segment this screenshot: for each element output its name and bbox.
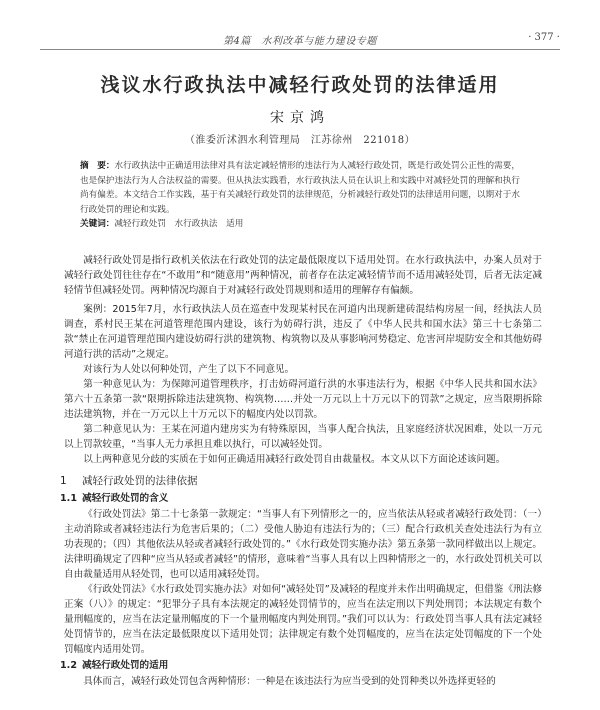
section-heading bbox=[60, 474, 542, 489]
body-paragraph: 第一种意见认为：为保障河道管理秩序，打击妨碍河道行洪的水事违法行为，根据《中华人民共和国水法》第六十五条第一款“限期拆除违法建筑物、构筑物……并处一万元以上十万元以下的罚款”之规定，应当限期拆除违法建筑物，并在一万元以上十万元以下的幅度内处以罚款。 bbox=[64, 379, 542, 420]
article-title: 浅议水行政执法中减轻行政处罚的法律适用 bbox=[100, 74, 500, 96]
subsection-number: 1.1 bbox=[60, 493, 77, 504]
keywords bbox=[80, 217, 520, 232]
article-body bbox=[60, 253, 542, 689]
subsection-number: 1.2 bbox=[60, 660, 77, 671]
abstract-block bbox=[80, 159, 520, 232]
header-rule bbox=[40, 49, 560, 50]
body-paragraph: 《行政处罚法》《水行政处罚实施办法》对如何“减轻处罚”及减轻的程度并未作出明确规定，但借鉴《刑法修正案（八）》的规定：“犯罪分子具有本法规定的减轻处罚情节的，应当在法定刑以下判处刑罚；本法规定有数个量刑幅度的，应当在法定量刑幅度的下一个量刑幅度内判处刑罚。”我们可以认为：行政处罚当事人具有法定减轻处罚情节的，应当在法定最低限度以下适用处罚；法律规定有数个处罚幅度的，应当在法定处罚幅度的下一个处罚幅度内适用处罚。 bbox=[64, 584, 542, 655]
subsection-heading bbox=[60, 491, 542, 506]
article-author: 宋京鸿 bbox=[270, 110, 330, 126]
body-paragraph: 对该行为人处以何种处罚，产生了以下不同意见。 bbox=[83, 364, 295, 375]
subsection-title: 减轻行政处罚的适用 bbox=[82, 660, 169, 671]
section-title: 减轻行政处罚的法律依据 bbox=[82, 475, 198, 487]
subsection-title: 减轻行政处罚的含义 bbox=[82, 493, 169, 504]
body-paragraph: 减轻行政处罚是指行政机关依法在行政处罚的法定最低限度以下适用处罚。在水行政执法中，办案人员对于减轻行政处罚往往存在“不敢用”和“随意用”两种情况，前者存在法定减轻情节而不适用减轻处罚，后者无法定减轻情节但减轻处罚。两种情况均源自于对减轻行政处罚规则和适用的理解存有偏颇。 bbox=[64, 255, 542, 296]
body-paragraph: 以上两种意见分歧的实质在于如何正确适用减轻行政处罚自由裁量权。本文从以下方面论述该问题。 bbox=[83, 454, 506, 465]
abstract-text: 水行政执法中正确适用法律对具有法定减轻情形的违法行为人减轻行政处罚，既是行政处罚公正性的需要，也是保护违法行为人合法权益的需要。但从执法实践看，水行政执法人员在认识上和实践中对减轻处罚的理解和执行尚有偏差。本文结合工作实践，基于有关减轻行政处罚的法律规范，分析减轻行政处罚的法律适用问题，以期对于水行政处罚的理论和实践。 bbox=[80, 161, 520, 215]
keywords-label: 关键词： bbox=[80, 219, 115, 229]
body-paragraph: 《行政处罚法》第二十七条第一款规定：“当事人有下列情形之一的，应当依法从轻或者减轻行政处罚：（一）主动消除或者减轻违法行为危害后果的；（二）受他人胁迫有违法行为的；（三）配合行政机关查处违法行为有立功表现的；（四）其他依法从轻或者减轻行政处罚的。”《水行政处罚实施办法》第五条第一款同样做出以上规定。法律明确规定了四种“应当从轻或者减轻”的情形，意味着“当事人具有以上四种情形之一的，水行政处罚机关可以自由裁量适用从轻处罚，也可以适用减轻处罚。 bbox=[64, 509, 542, 580]
running-header bbox=[40, 32, 560, 48]
keywords-text: 减轻行政处罚 水行政执法 适用 bbox=[114, 219, 244, 229]
abstract-label: 摘 要： bbox=[80, 161, 115, 171]
subsection-heading bbox=[60, 658, 542, 673]
page-number: · 377 · bbox=[528, 32, 560, 43]
body-paragraph: 具体而言，减轻行政处罚包含两种情形：一种是在该违法行为应当受到的处罚种类以外选择更轻的 bbox=[83, 676, 496, 687]
body-paragraph: 第二种意见认为：王某在河道内建房实为有特殊原因，当事人配合执法，且家庭经济状况困难，处以一万元以上罚款较重，“当事人无力承担且难以执行，可以减轻处罚。 bbox=[64, 424, 542, 450]
author-affiliation: （淮委沂沭泗水利管理局 江苏徐州 221018） bbox=[184, 135, 416, 146]
body-paragraph: 案例：2015年7月，水行政执法人员在巡查中发现某村民在河道内出现新建砖混结构房屋一间，经执法人员调查，系村民王某在河道管理范围内建设，该行为妨碍行洪，违反了《中华人民共和国水法》第三十七条第二款“禁止在河道管理范围内建设妨碍行洪的建筑物、构筑物以及从事影响河势稳定、危害河岸堤防安全和其他妨碍河道行洪的活动”之规定。 bbox=[64, 304, 542, 360]
running-title: 第4篇 水利改革与能力建设专题 bbox=[223, 36, 377, 47]
section-number: 1 bbox=[60, 475, 67, 487]
abstract bbox=[80, 159, 520, 217]
